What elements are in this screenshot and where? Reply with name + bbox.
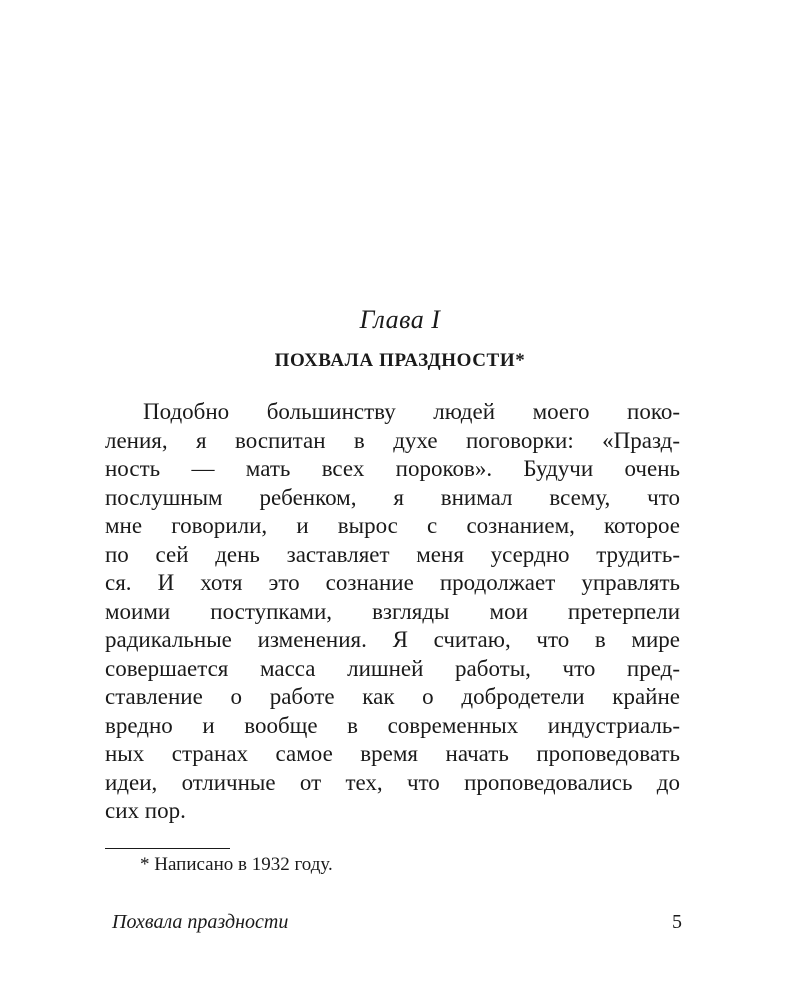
footnote-divider [105,848,230,849]
text-line: совершается масса лишней работы, что пред- [105,655,680,681]
text-line: идеи, отличные от тех, что проповедовались до [105,769,680,795]
text-line: ность — мать всех пороков». Будучи очень [105,456,680,481]
text-line: ления, я воспитан в духе поговорки: «Празд- [105,427,680,453]
text-line: вредно и вообще в современных индустриаль- [105,712,680,738]
chapter-label: Глава I [359,305,441,334]
text-line: ставление о работе как о добродетели крайне [105,684,680,709]
running-title: Похвала праздности [112,911,289,933]
page-number: 5 [672,911,682,933]
body-paragraph [105,398,680,826]
text-line: радикальные изменения. Я считаю, что в мире [105,627,680,652]
text-line: послушным ребенком, я внимал всему, что [105,484,680,510]
text-line: ных странах самое время начать проповедовать [105,741,680,766]
chapter-title: ПОХВАЛА ПРАЗДНОСТИ* [274,350,526,371]
text-line: сих пор. [105,798,186,823]
text-line: Подобно большинству людей моего поко- [143,399,680,424]
footnote: * Написано в 1932 году. [140,854,333,875]
text-line: ся. И хотя это сознание продолжает управлять [105,570,680,595]
text-line: по сей день заставляет меня усердно трудить- [105,541,680,567]
text-line: моими поступками, взгляды мои претерпели [105,598,680,624]
text-line: мне говорили, и вырос с сознанием, которое [105,513,680,538]
